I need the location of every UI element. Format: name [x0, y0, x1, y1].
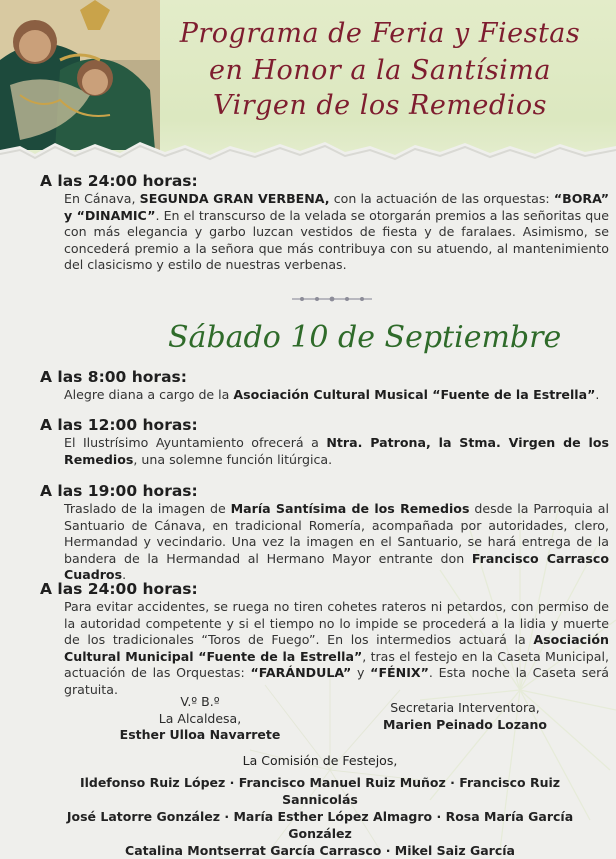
title-line-2: en Honor a la Santísima	[208, 55, 552, 86]
date-heading: Sábado 10 de Septiembre	[168, 320, 562, 355]
event-time: A las 12:00 horas:	[40, 416, 198, 434]
event-description: En Cánava, SEGUNDA GRAN VERBENA, con la actuación de las orquestas: “BORA” y “DINAMIC”. En el transcurso de la velada se otorgarán premios a las señoritas que con más elegancia y garbo luzcan vestidos de fiesta y de faralaes. Asimismo, se concederá premio a la señora que más contribuya con su atuendo, al mantenimiento del clasicismo y estilo de nuestras verbenas.	[64, 191, 609, 273]
event-description: Alegre diana a cargo de la Asociación Cultural Musical “Fuente de la Estrella”.	[64, 387, 600, 402]
title-line-1: Programa de Feria y Fiestas	[179, 18, 581, 49]
event-time: A las 8:00 horas:	[40, 368, 187, 386]
signature-role: Secretaria Interventora,	[390, 700, 540, 715]
event-time: A las 24:00 horas:	[40, 172, 198, 190]
signature-mayor	[105, 694, 295, 744]
commission-line: José Latorre González · María Esther López Almagro · Rosa María García González	[66, 809, 574, 841]
event-24h	[40, 580, 610, 699]
event-description: Traslado de la imagen de María Santísima de los Remedios desde la Parroquia al Santuario de Cánava, en tradicional Romería, acompañada por autoridades, clero, Hermandad y vecindario. Una vez la imagen en el Santuario, se hará entrega de la bandera de la Hermandad al Hermano Mayor entrante don Francisco Carrasco Cuadros.	[64, 501, 609, 583]
event-time: A las 19:00 horas:	[40, 482, 198, 500]
torn-paper-edge	[0, 128, 616, 170]
signature-secretary	[380, 700, 550, 733]
event-description: Para evitar accidentes, se ruega no tiren cohetes rateros ni petardos, con permiso de la autoridad competente y si el tiempo no lo impide se procederá a la lidia y muerte de los tradicionales “Toros de Fuego”. En los intermedios actuará la Asociación Cultural Municipal “Fuente de la Estrella”, tras el festejo en la Caseta Municipal, actuación de las Orquestas: “FARÁNDULA” y “FÉNIX”. Esta noche la Caseta será gratuita.	[64, 599, 610, 697]
signature-name: Esther Ulloa Navarrete	[119, 727, 281, 742]
event-12h	[40, 416, 610, 468]
ornament-divider	[292, 294, 372, 304]
header-banner	[0, 0, 616, 170]
commission-heading: La Comisión de Festejos,	[242, 753, 398, 768]
event-19h	[40, 482, 610, 584]
festival-commission	[60, 752, 580, 859]
commission-line: Catalina Montserrat García Carrasco · Mikel Saiz García	[125, 843, 515, 858]
title-line-3: Virgen de los Remedios	[213, 90, 547, 121]
event-description: El Ilustrísimo Ayuntamiento ofrecerá a Ntra. Patrona, la Stma. Virgen de los Remedios, una solemne función litúrgica.	[64, 435, 609, 467]
event-time: A las 24:00 horas:	[40, 580, 198, 598]
signature-approval: V.º B.º	[180, 694, 220, 709]
event-8h	[40, 368, 610, 404]
signature-name: Marien Peinado Lozano	[383, 716, 547, 732]
commission-line: Ildefonso Ruiz López · Francisco Manuel Ruiz Muñoz · Francisco Ruiz Sannicolás	[79, 775, 561, 807]
event-top	[40, 172, 610, 274]
signature-role: La Alcaldesa,	[158, 710, 242, 726]
